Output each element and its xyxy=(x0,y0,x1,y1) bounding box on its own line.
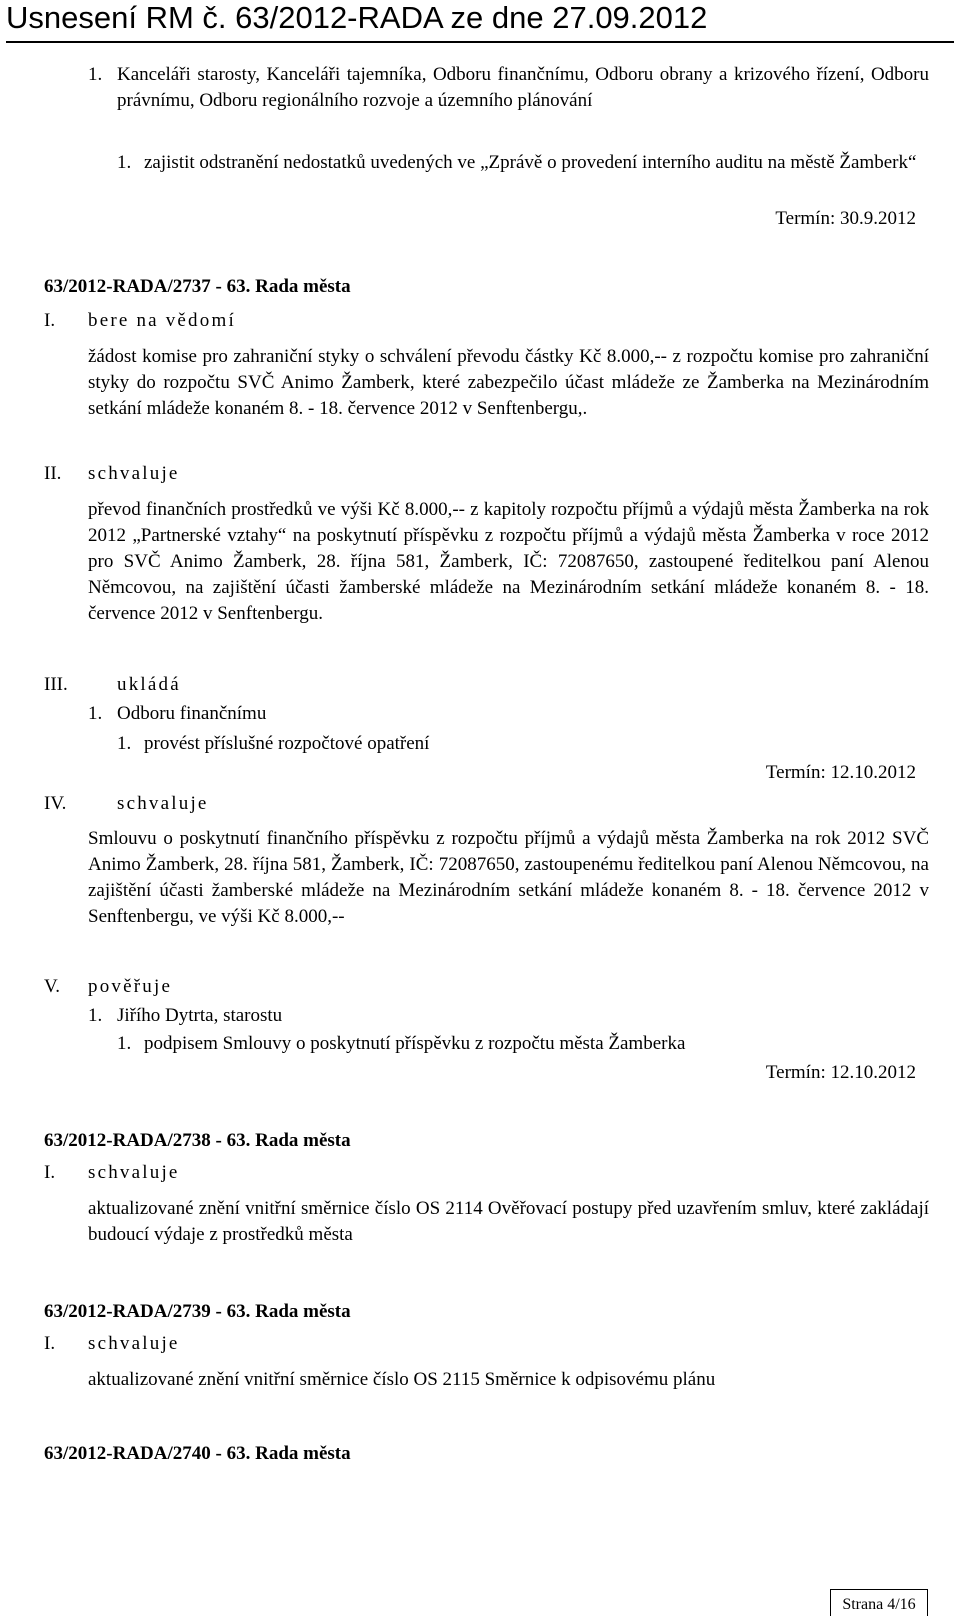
section-text: žádost komise pro zahraniční styky o schválení převodu částky Kč 8.000,-- z rozpočtu komise pro zahraniční styky do rozpočtu SVČ Animo Žamberk, které zabezpečilo účast mládeže ze Žamberka na Mezinárodním setkání mládeže konaném 8. - 18. července 2012 v Senftenbergu,. xyxy=(88,346,929,419)
section-verb: schvaluje xyxy=(88,1162,180,1183)
section-roman: V. xyxy=(44,976,61,997)
section-text: převod finančních prostředků ve výši Kč 8.000,-- z kapitoly rozpočtu příjmů a výdajů města Žamberka na rok 2012 „Partnerské vztahy“ na poskytnutí příspěvku z rozpočtu příjmů a výdajů města Žamberka v roce 2012 pro SVČ Animo Žamberk, 28. října 581, Žamberk, IČ: 72087650, zastoupené ředitelkou paní Alenou Němcovou, na zajištění účasti žamberské mládeže na Mezinárodním setkání mládeže konaném 8. - 18. července 2012 v Senftenbergu. xyxy=(88,499,929,624)
addressee-text: Jiřího Dytrta, starostu xyxy=(117,1005,283,1026)
resolution-heading: 63/2012-RADA/2739 - 63. Rada města xyxy=(44,1301,351,1322)
deadline: Termín: 12.10.2012 xyxy=(765,762,916,783)
section-verb: schvaluje xyxy=(88,1333,180,1354)
task-text: provést příslušné rozpočtové opatření xyxy=(144,733,430,754)
section-roman: I. xyxy=(44,1162,56,1183)
header-divider xyxy=(6,41,954,43)
section-roman: I. xyxy=(44,310,56,331)
document-title: Usnesení RM č. 63/2012-RADA ze dne 27.09.2012 xyxy=(6,0,708,35)
resolution-heading: 63/2012-RADA/2738 - 63. Rada města xyxy=(44,1130,351,1151)
addressee-text: Odboru finančnímu xyxy=(117,703,267,724)
task-text: podpisem Smlouvy o poskytnutí příspěvku z rozpočtu města Žamberka xyxy=(144,1033,686,1054)
section-roman: II. xyxy=(44,463,62,484)
task-number: 1. xyxy=(117,152,132,173)
section-verb: bere na vědomí xyxy=(88,310,236,331)
section-roman: IV. xyxy=(44,793,67,814)
section-text: aktualizované znění vnitřní směrnice číslo OS 2115 Směrnice k odpisovému plánu xyxy=(88,1369,716,1390)
section-verb: pověřuje xyxy=(88,976,173,997)
addressee-number: 1. xyxy=(88,1005,103,1026)
section-verb: schvaluje xyxy=(88,463,180,484)
section-roman: III. xyxy=(44,674,68,695)
deadline: Termín: 12.10.2012 xyxy=(765,1062,916,1083)
resolution-heading: 63/2012-RADA/2737 - 63. Rada města xyxy=(44,276,351,297)
section-verb: ukládá xyxy=(117,674,181,695)
addressee-number: 1. xyxy=(88,64,103,85)
resolution-heading: 63/2012-RADA/2740 - 63. Rada města xyxy=(44,1443,351,1464)
section-roman: I. xyxy=(44,1333,56,1354)
page-number: Strana 4/16 xyxy=(830,1589,928,1616)
task-text: zajistit odstranění nedostatků uvedených ve „Zprávě o provedení interního auditu na městě Žamberk“ xyxy=(144,152,917,173)
deadline: Termín: 30.9.2012 xyxy=(775,208,916,229)
task-number: 1. xyxy=(117,733,132,754)
addressee-text: Kanceláři starosty, Kanceláři tajemníka, Odboru finančnímu, Odboru obrany a krizového řízení, Odboru právnímu, Odboru regionálního rozvoje a územního plánování xyxy=(117,64,929,111)
task-number: 1. xyxy=(117,1033,132,1054)
addressee-number: 1. xyxy=(88,703,103,724)
section-text: Smlouvu o poskytnutí finančního příspěvku z rozpočtu příjmů a výdajů města Žamberka na rok 2012 SVČ Animo Žamberk, 28. října 581, Žamberk, IČ: 72087650, zastoupenému ředitelkou paní Alenou Němcovou, na zajištění účasti žamberské mládeže na Mezinárodním setkání mládeže konaném 8. - 18. července 2012 v Senftenbergu, ve výši Kč 8.000,-- xyxy=(88,828,929,927)
section-verb: schvaluje xyxy=(117,793,209,814)
section-text: aktualizované znění vnitřní směrnice číslo OS 2114 Ověřovací postupy před uzavřením smluv, které zakládají budoucí výdaje z prostředků města xyxy=(88,1198,929,1245)
